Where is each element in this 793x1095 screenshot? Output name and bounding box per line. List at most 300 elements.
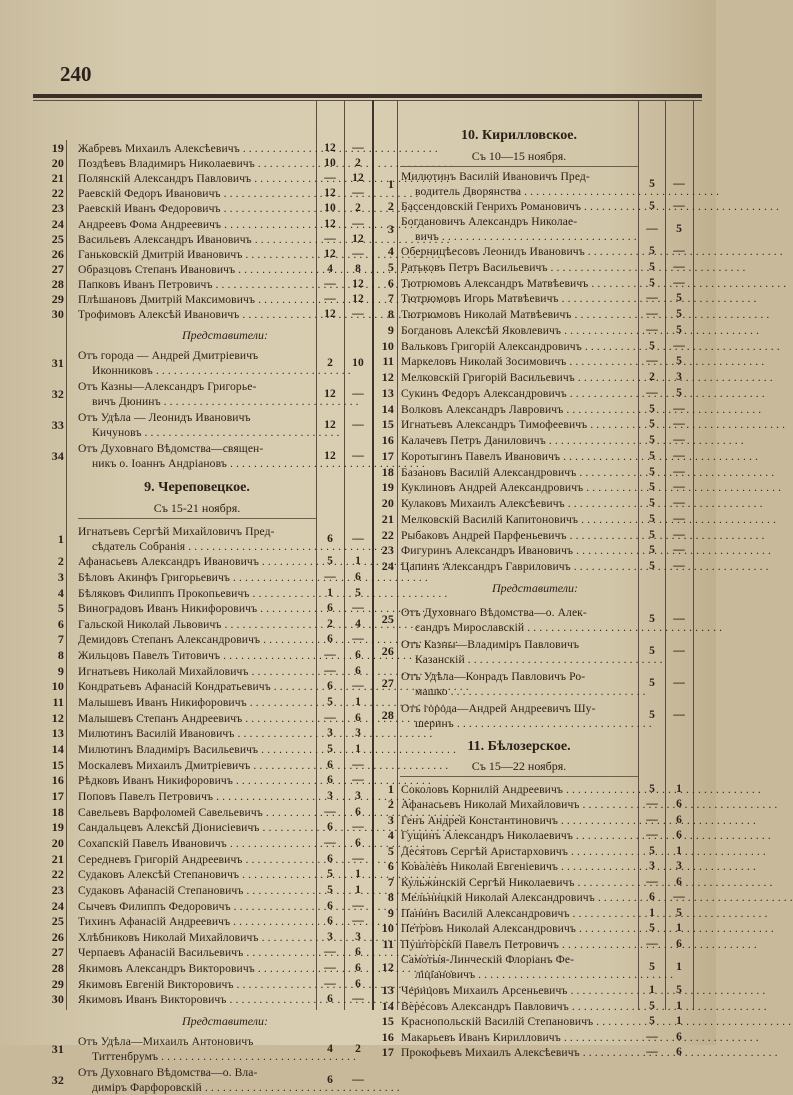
left-elector-row-vote-against: — [352,217,364,230]
section-10-elector-row-name: Базановъ Василій Александровичъ . . . [401,465,635,480]
section-9-representative-row-number: 31 [51,1041,64,1056]
section-9-chairman-row-vote-for: 6 [327,532,333,545]
section-9-elector-row-number: 7 [57,632,64,647]
section-9-representative-row-name-line2: диміръ Фарфоровскій . . . [92,1080,314,1095]
section-9-elector-row-vote-for: — [324,664,336,677]
section-9-elector-row-vote-against: — [352,680,364,693]
section-11-elector-row-number: 8 [387,890,394,905]
section-10-elector-row-number: 12 [381,370,394,384]
left-elector-row-name: Жабревъ Михаилъ Алексѣевичъ . . . [78,141,314,156]
section-10-elector-row-vote-for: 5 [649,528,655,541]
section-9-elector-row-number: 12 [51,710,64,725]
section-10-elector-row-name: Тютрюмовъ Александръ Матвѣевичъ . . . [401,276,635,291]
section-11-elector-row-name: Мельницкій Николай Александровичъ . . . [401,890,635,905]
section-10-elector-row-number: 16 [381,433,394,447]
section-9-elector-row-vote-against: — [352,758,364,771]
section-9-elector-row-vote-for: 6 [327,915,333,928]
section-9-elector-row-name: Судаковъ Афанасій Степановичъ . . . [78,883,314,898]
section-9-representative-row-number: 32 [51,1072,64,1087]
section-9-elector-row-name: Гальской Николай Львовичъ . . . [78,617,314,632]
section-10-elector-row-vote-for: 5 [649,402,655,415]
section-9-elector-row-name: Поповъ Павелъ Петровичъ . . . [78,789,314,804]
section-10-elector-row-vote-for: 5 [649,512,655,525]
section-10-elector-row-vote-against: — [673,528,685,541]
left-representative-row-vote-for: 12 [324,387,336,400]
section-9-elector-row-number: 16 [51,773,64,788]
section-9-elector-row-vote-against: — [352,899,364,912]
section-10-elector-row-number: 10 [381,338,394,353]
section-11-elector-row-vote-for: — [646,875,658,888]
section-9-elector-row-number: 18 [51,804,64,819]
section-9-elector-row-name: Милютинъ Василій Ивановичъ . . . [78,726,314,741]
section-10-elector-row-vote-against: — [673,544,685,557]
section-9-elector-row-number: 14 [51,742,64,756]
section-10-elector-row-name: Цапинъ Александръ Гавриловичъ . . . [401,559,635,574]
section-9-elector-row-number: 27 [51,945,64,960]
section-11-elector-row-vote-against: 6 [676,1046,682,1059]
section-9-elector-row-number: 28 [51,961,64,976]
left-elector-row-number: 20 [51,156,64,171]
left-representative-row-name-line2: никъ о. Іоаннъ Андріановъ . . . [92,456,314,471]
section-11-elector-row-vote-for: 1 [649,984,655,997]
section-9-chairman-row-name-line1: Игнатьевъ Сергѣй Михайловичъ Пред- [78,525,275,539]
section-9-elector-row-vote-against: 1 [355,743,361,755]
left-elector-row-vote-against: 8 [355,262,361,275]
section-10-elector-row-number: 23 [381,543,394,558]
section-11-multiline-row-number: 12 [381,959,394,974]
section-9-elector-row-vote-against: — [352,852,364,865]
section-11-elector-row-name: Десятовъ Сергѣй Аристарховичъ . . . [401,844,635,859]
section-11-multiline-row-name-line1: Самотыя-Линческій Флоріанъ Фе- [401,953,575,967]
section-9-elector-row-vote-against: 6 [355,977,361,990]
section-11-elector-row-name: Ковалевъ Николай Евгеніевичъ . . . [401,859,635,874]
section-11-elector-row-vote-against: 1 [676,922,682,935]
section-9-elector-row-vote-against: 1 [355,883,361,896]
section-10-elector-row-name: Мелковскій Василій Капитоновичъ . . . [401,512,635,527]
left-elector-row-vote-for: 12 [324,217,336,230]
section-11-elector-row-name: Кульжинскій Сергѣй Николаевичъ . . . [401,875,635,890]
section-9-elector-row-name: Якимовъ Иванъ Викторовичъ . . . [78,992,314,1007]
section-9-elector-row-name: Сычевъ Филиппъ Федоровичъ . . . [78,899,314,914]
section-11-heading: 11. Бѣлозерское. [467,738,571,754]
section-10-elector-row-number: 17 [381,448,394,463]
section-10-elector-row-name: Оберницѣесовъ Леонидъ Ивановичъ . . . [401,244,635,259]
section-10-representative-row-vote-for: 5 [649,709,655,722]
left-elector-row-number: 29 [51,292,64,306]
left-elector-row-vote-against: — [352,308,364,321]
section-10-representative-row-number: 26 [381,644,394,659]
section-10-elector-row-name: Игнатьевъ Александръ Тимофеевичъ . . . [401,417,635,432]
section-11-elector-row-vote-for: — [646,813,658,826]
section-10-elector-row-name: Сукинъ Федоръ Александровичъ . . . [401,386,635,401]
left-elector-row-number: 21 [51,171,64,186]
section-9-elector-row-vote-for: 3 [327,930,333,943]
section-10-elector-row-number: 21 [381,511,394,526]
left-representative-row-vote-for: 2 [327,356,333,369]
section-9-elector-row-vote-against: 5 [355,586,361,599]
left-representative-row-name-line1: Отъ города — Андрей Дмитріевичъ [78,349,259,363]
section-11-elector-row-number: 7 [387,874,394,889]
section-9-elector-row-number: 25 [51,914,64,929]
section-10-elector-row-vote-against: — [673,512,685,525]
section-11-elector-row-name: Черицовъ Михаилъ Арсеньевичъ . . . [401,983,635,998]
section-9-elector-row-name: Судаковъ Алексѣй Степановичъ . . . [78,867,314,882]
section-10-elector-row-vote-against: — [673,560,685,572]
section-9-elector-row-name: Якимовъ Александръ Викторовичъ . . . [78,961,314,976]
left-elector-row-number: 26 [51,246,64,261]
section-10-elector-row-vote-against: — [673,339,685,352]
left-elector-row-name: Образцовъ Степанъ Ивановичъ . . . [78,262,314,277]
section-11-elector-row-number: 15 [381,1014,394,1029]
section-10-multiline-row-number: 1 [387,176,394,191]
section-11-elector-row-vote-against: 6 [676,829,682,842]
section-10-elector-row-vote-against: — [673,245,685,257]
section-9-elector-row-name: Якимовъ Евгеній Викторовичъ . . . [78,977,314,992]
section-10-elector-row-vote-for: 5 [649,434,655,446]
section-9-elector-row-name: Кондратьевъ Афанасій Кондратьевичъ . . . [78,679,314,694]
section-10-elector-row-name: Рыбаковъ Андрей Парфеньевичъ . . . [401,528,635,543]
section-10-elector-row-number: 6 [387,275,394,290]
section-10-elector-row-number: 13 [381,385,394,400]
section-9-representatives-heading: Представители: [181,1014,269,1029]
left-elector-row-name: Плѣшановъ Дмитрій Максимовичъ . . . [78,292,314,307]
section-9-elector-row-name: Милютинъ Владиміръ Васильевичъ . . . [78,742,314,757]
section-10-elector-row-number: 20 [381,496,394,510]
section-9-elector-row-number: 20 [51,835,64,850]
left-elector-row-vote-for: 12 [324,308,336,321]
section-10-representative-row-name-line2: шеринъ . . . [415,716,635,731]
section-10-elector-row-name: Тютрюмовъ Игорь Матвѣевичъ . . . [401,291,635,306]
section-10-elector-row-name: Ратьковъ Петръ Васильевичъ . . . [401,260,635,275]
section-9-elector-row-vote-for: 5 [327,555,333,568]
section-9-elector-row-number: 8 [57,648,64,663]
section-10-elector-row-vote-against: — [673,481,685,494]
section-10-multiline-row-vote-for: — [646,222,658,235]
left-elector-row-number: 30 [51,307,64,322]
section-9-elector-row-vote-against: 3 [355,727,361,740]
section-10-representative-row-number: 28 [381,708,394,723]
section-11-multiline-row-name-line2: ліціановичъ . . . [415,967,635,982]
left-elector-row-number: 25 [51,231,64,246]
section-9-elector-row-vote-against: 6 [355,570,361,583]
section-9-elector-row-vote-against: 4 [355,617,361,630]
section-11-elector-row-vote-against: — [673,891,685,904]
section-9-elector-row-name: Виноградовъ Иванъ Никифоровичъ . . . [78,601,314,616]
section-10-elector-row-name: Вальковъ Григорій Александровичъ . . . [401,339,635,354]
left-elector-row-name: Папковъ Иванъ Петровичъ . . . [78,277,314,292]
section-11-elector-row-vote-against: 3 [676,860,682,873]
section-10-elector-row-number: 18 [381,464,394,479]
section-11-elector-row-name: Генъ Андрей Константиновичъ . . . [401,813,635,828]
left-elector-row-name: Полянскій Александръ Павловичъ . . . [78,171,314,186]
section-11-elector-row-vote-against: 6 [676,937,682,950]
section-9-elector-row-vote-against: 1 [355,868,361,881]
section-11-elector-row-name: Краснопольскій Василій Степановичъ . . . [401,1014,635,1029]
left-representatives-heading: Представители: [181,328,269,343]
section-9-elector-row-vote-against: 6 [355,649,361,662]
section-9-elector-row-vote-against: — [352,633,364,646]
section-9-elector-row-vote-for: — [324,946,336,959]
section-9-chairman-row-name-line2: сѣдатель Собранія . . . [92,539,314,554]
section-10-multiline-row-name-line2: водитель Дворянства . . . [415,184,635,199]
section-11-elector-row-vote-against: 1 [676,782,682,795]
left-representative-row-vote-against: — [352,387,364,400]
section-10-dates: Съ 10—15 ноября. [471,149,567,163]
section-10-representative-row-name-line1: Отъ города—Андрей Андреевичъ Шу- [401,701,596,715]
section-11-elector-row-vote-for: 5 [649,782,655,795]
section-9-heading: 9. Череповецкое. [144,480,250,496]
section-11-elector-row-number: 1 [387,781,394,796]
section-10-elector-row-name: Волковъ Александръ Лавровичъ . . . [401,402,635,417]
left-elector-row-name: Поздѣевъ Владимиръ Николаевичъ . . . [78,156,314,171]
section-9-elector-row-number: 21 [51,851,64,866]
section-11-elector-row-vote-against: 6 [676,1030,682,1043]
section-11-elector-row-name: Соколовъ Корнилій Андреевичъ . . . [401,782,635,797]
section-10-elector-row-vote-for: — [646,323,658,336]
section-9-elector-row-vote-for: — [324,977,336,990]
section-9-elector-row-vote-against: 6 [355,664,361,677]
section-9-representative-row-name-line1: Отъ Духовнаго Вѣдомства—о. Вла- [78,1066,258,1080]
section-9-chairman-row-number: 1 [57,531,64,546]
section-9-representative-row-name-line1: Отъ Удѣла—Михаилъ Антоновичъ [78,1035,254,1049]
section-10-multiline-row-name-line1: Богдановичъ Александръ Николае- [401,215,578,228]
section-9-elector-row-name: Тихинъ Афанасій Андреевичъ . . . [78,914,314,929]
left-representative-row-number: 31 [51,355,64,370]
section-10-elector-row-number: 11 [382,354,394,369]
section-9-elector-row-vote-for: 2 [327,617,333,630]
left-elector-row-vote-for: — [324,293,336,305]
section-9-elector-row-vote-for: — [324,836,336,849]
section-10-representative-row-name-line2: машко . . . [415,684,635,699]
section-10-elector-row-name: Куклиновъ Андрей Александровичъ . . . [401,480,635,495]
section-10-elector-row-vote-against: — [673,276,685,289]
section-11-elector-row-number: 13 [381,983,394,998]
section-9-representative-row-name-line2: Титтенбрумъ . . . [92,1049,314,1064]
section-10-representative-row-number: 25 [381,612,394,627]
section-10-elector-row-number: 7 [387,291,394,306]
section-11-elector-row-vote-for: — [646,829,658,842]
top-rule-thin [33,100,702,101]
section-11-elector-row-number: 4 [387,828,394,843]
top-rule [33,94,702,98]
section-9-elector-row-vote-for: — [324,962,336,975]
section-9-elector-row-name: Демидовъ Степанъ Александровичъ . . . [78,632,314,647]
section-11-elector-row-name: Вересовъ Александръ Павловичъ . . . [401,999,635,1014]
section-9-elector-row-number: 11 [52,695,64,710]
section-10-elector-row-vote-for: 5 [649,497,655,509]
section-9-elector-row-vote-for: 6 [327,774,333,787]
section-10-elector-row-vote-for: 5 [649,481,655,494]
left-elector-row-vote-against: — [352,247,364,260]
left-elector-row-vote-for: — [324,172,336,185]
section-9-elector-row-vote-against: 6 [355,805,361,818]
section-11-elector-row-name: Петровъ Николай Александровичъ . . . [401,921,635,936]
section-9-elector-row-vote-for: 6 [327,899,333,912]
section-9-elector-row-vote-against: 3 [355,930,361,943]
section-9-elector-row-number: 29 [51,976,64,991]
left-representative-row-name-line2: вичъ Дюнинъ . . . [92,394,314,409]
left-representative-row-name-line1: Отъ Казны—Александръ Григорье- [78,380,257,394]
section-9-elector-row-name: Рѣдковъ Иванъ Никифоровичъ . . . [78,773,314,788]
section-10-elector-row-vote-for: 5 [649,245,655,257]
section-10-elector-row-number: 19 [381,480,394,495]
left-elector-row-vote-for: — [324,277,336,290]
left-elector-row-number: 23 [51,201,64,216]
section-11-elector-row-name: Макарьевъ Иванъ Кирилловичъ . . . [401,1030,635,1045]
section-9-elector-row-name: Малышевъ Иванъ Никифоровичъ . . . [78,695,314,710]
left-elector-row-vote-against: — [352,187,364,200]
section-11-elector-row-vote-for: — [646,937,658,950]
left-elector-row-number: 28 [51,276,64,291]
section-9-elector-row-number: 30 [51,992,64,1007]
section-11-elector-row-vote-for: — [646,798,658,811]
section-10-elector-row-number: 5 [387,259,394,274]
left-elector-row-vote-against: 12 [352,172,364,185]
section-10-elector-row-vote-against: 5 [676,386,682,399]
section-11-multiline-row-vote-against: 1 [676,960,682,973]
section-11-elector-row-vote-against: 6 [676,875,682,888]
section-10-elector-row-vote-for: 5 [649,200,655,212]
section-11-elector-row-vote-against: 1 [676,1015,682,1028]
section-9-elector-row-number: 17 [51,788,64,803]
left-elector-row-number: 24 [51,216,64,231]
section-10-elector-row-name: Коротыгинъ Павелъ Ивановичъ . . . [401,449,635,464]
section-10-elector-row-name: Мелковскій Григорій Васильевичъ . . . [401,370,635,385]
section-9-elector-row-name: Черпаевъ Афанасій Васильевичъ . . . [78,945,314,960]
section-9-chairman-row-vote-against: — [352,532,364,545]
section-9-elector-row-number: 19 [51,820,64,835]
section-11-elector-row-vote-for: 3 [649,860,655,873]
section-10-elector-row-vote-against: 5 [676,355,682,368]
section-10-elector-row-name: Калачевъ Петръ Даниловичъ . . . [401,433,635,448]
left-elector-row-vote-for: 12 [324,187,336,200]
section-11-elector-row-vote-for: — [646,1046,658,1059]
section-9-elector-row-vote-against: — [352,915,364,928]
section-10-elector-row-vote-against: — [673,449,685,462]
section-9-elector-row-number: 15 [51,757,64,772]
section-9-elector-row-vote-for: 6 [327,680,333,693]
left-elector-row-vote-for: — [324,232,336,245]
section-10-multiline-row-vote-against: — [673,177,685,190]
section-10-elector-row-vote-for: 5 [649,449,655,462]
section-9-elector-row-name: Сохапскій Павелъ Ивановичъ . . . [78,836,314,851]
section-10-elector-row-vote-for: — [646,386,658,399]
section-9-elector-row-number: 13 [51,726,64,741]
left-elector-row-vote-for: 4 [327,262,333,275]
left-representative-row-name-line2: Кичуновъ . . . [92,425,314,440]
section-11-elector-row-vote-against: 1 [676,844,682,857]
section-9-elector-row-vote-for: 5 [327,868,333,881]
section-10-multiline-row-vote-against: 5 [676,222,682,235]
section-10-elector-row-name: Кулаковъ Михаилъ Алексѣевичъ . . . [401,496,635,511]
section-9-elector-row-vote-for: 1 [327,586,333,599]
section-9-elector-row-name: Бѣловъ Акинфъ Григорьевичъ . . . [78,570,314,585]
section-11-elector-row-vote-against: 5 [676,906,682,919]
section-9-elector-row-vote-for: 6 [327,852,333,865]
section-11-elector-row-number: 3 [387,812,394,827]
left-elector-row-number: 27 [51,261,64,276]
section-9-elector-row-name: Сандальцевъ Алексѣй Діонисіевичъ . . . [78,820,314,835]
section-9-elector-row-vote-against: 1 [355,555,361,568]
section-9-elector-row-name: Москалевъ Михаилъ Дмитріевичъ . . . [78,758,314,773]
section-11-elector-row-number: 9 [387,905,394,920]
section-10-representative-row-number: 27 [381,676,394,691]
section-10-elector-row-vote-against: 3 [676,371,682,383]
section-11-dates-rule [400,776,638,777]
left-elector-row-name: Трофимовъ Алексѣй Ивановичъ . . . [78,307,314,322]
section-11-elector-row-vote-for: 5 [649,922,655,935]
section-9-elector-row-vote-for: — [324,711,336,724]
section-10-representative-row-name-line2: Казанскій . . . [415,652,635,667]
left-elector-row-vote-against: 12 [352,232,364,245]
section-9-elector-row-vote-for: — [324,649,336,662]
section-11-elector-row-vote-against: 6 [676,813,682,826]
section-10-representatives-heading: Представители: [491,580,579,595]
section-9-elector-row-number: 4 [57,585,64,600]
left-representative-row-number: 34 [51,448,64,463]
section-10-elector-row-number: 4 [387,244,394,258]
section-9-elector-row-vote-against: 1 [355,696,361,709]
left-elector-row-name: Ганьковскій Дмитрій Ивановичъ . . . [78,247,314,262]
left-elector-row-vote-for: 10 [324,157,336,170]
section-9-elector-row-number: 22 [51,867,64,882]
section-11-elector-row-name: Гущинъ Александръ Николаевичъ . . . [401,828,635,843]
left-representative-row-vote-for: 12 [324,449,336,462]
section-11-multiline-row-vote-for: 5 [649,960,655,973]
section-10-elector-row-name: Бассендовскій Генрихъ Романовичъ . . . [401,199,635,214]
left-elector-row-vote-against: 2 [355,202,361,215]
section-10-elector-row-vote-against: — [673,465,685,478]
section-9-elector-row-vote-for: 6 [327,993,333,1006]
section-10-elector-row-vote-for: — [646,308,658,320]
section-10-representative-row-name-line1: Отъ Казны—Владиміръ Павловичъ [401,637,580,651]
section-9-elector-row-vote-against: 6 [355,836,361,849]
section-9-elector-row-number: 6 [57,616,64,631]
section-10-elector-row-vote-against: — [673,418,685,431]
left-elector-row-vote-against: — [352,142,364,154]
section-11-elector-row-vote-against: 5 [676,984,682,997]
section-9-elector-row-vote-for: — [324,570,336,583]
section-10-multiline-row-number: 3 [387,221,394,236]
section-9-elector-row-vote-for: 6 [327,602,333,615]
section-10-representative-row-name-line1: Отъ Духовнаго Вѣдомства—о. Алек- [401,605,587,619]
left-representative-row-name-line1: Отъ Духовнаго Вѣдомства—священ- [78,442,264,456]
left-elector-row-vote-for: 12 [324,142,336,154]
section-10-elector-row-vote-for: 5 [649,260,655,273]
section-10-elector-row-number: 2 [387,199,394,213]
section-10-elector-row-number: 15 [381,417,394,432]
section-9-representative-row-vote-against: 2 [355,1042,361,1055]
section-10-elector-row-vote-against: 5 [676,323,682,336]
left-elector-row-number: 22 [51,186,64,201]
section-9-elector-row-number: 2 [57,554,64,569]
section-9-elector-row-vote-for: 3 [327,727,333,740]
section-9-elector-row-vote-against: 6 [355,946,361,959]
left-name-column-border [66,140,67,1010]
section-10-elector-row-vote-for: 5 [649,560,655,572]
section-9-elector-row-name: Хлѣбниковъ Николай Михайловичъ . . . [78,930,314,945]
section-10-multiline-row-name-line1: Милютинъ Василій Ивановичъ Пред- [401,170,590,183]
section-9-elector-row-vote-for: 6 [327,821,333,834]
left-representative-row-name-line2: Иконниковъ . . . [92,363,314,378]
section-10-representative-row-name-line1: Отъ Удѣла—Конрадъ Павловичъ Ро- [401,669,586,683]
section-9-elector-row-name: Середневъ Григорій Андреевичъ . . . [78,852,314,867]
section-10-elector-row-number: 24 [381,559,394,573]
section-11-dates: Съ 15—22 ноября. [471,758,567,773]
section-10-elector-row-name: Фигуринъ Александръ Ивановичъ . . . [401,543,635,558]
left-representative-row-vote-against: 10 [352,356,364,369]
section-10-elector-row-vote-against: — [673,260,685,273]
